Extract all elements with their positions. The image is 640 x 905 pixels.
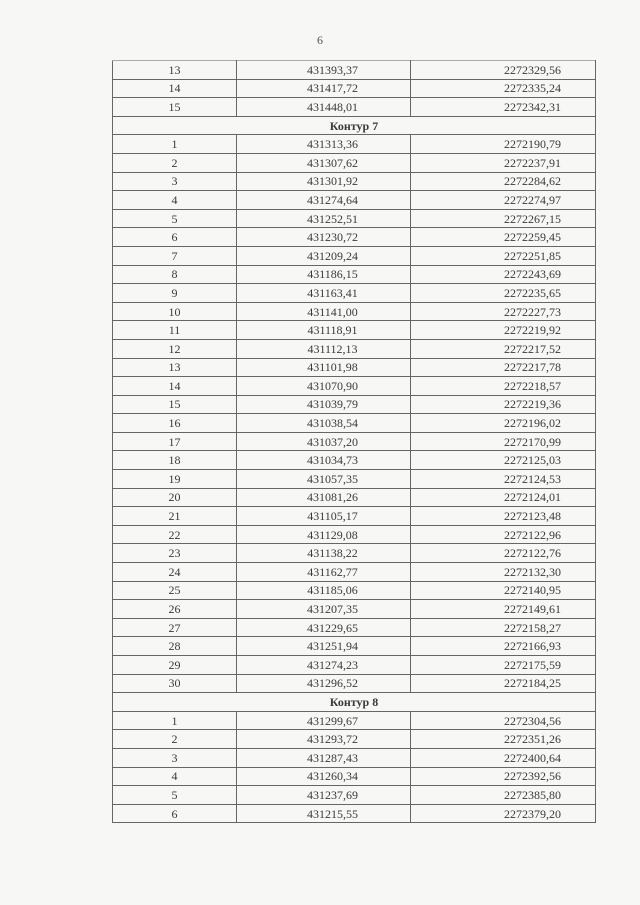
y-coordinate-cell: 2272140,95 xyxy=(411,581,596,600)
point-number-cell: 18 xyxy=(113,451,237,470)
point-number-cell: 4 xyxy=(113,767,237,786)
point-number-cell: 5 xyxy=(113,786,237,805)
point-number-cell: 17 xyxy=(113,432,237,451)
y-coordinate-cell: 2272329,56 xyxy=(411,61,596,80)
y-coordinate-cell: 2272235,65 xyxy=(411,284,596,303)
point-number-cell: 12 xyxy=(113,339,237,358)
point-number-cell: 30 xyxy=(113,674,237,693)
y-coordinate-cell: 2272379,20 xyxy=(411,804,596,823)
table-row xyxy=(113,563,596,582)
y-coordinate-cell: 2272124,53 xyxy=(411,470,596,489)
coordinates-table xyxy=(112,60,596,823)
table-row xyxy=(113,153,596,172)
y-coordinate-cell: 2272166,93 xyxy=(411,637,596,656)
table-row xyxy=(113,786,596,805)
x-coordinate-cell: 431162,77 xyxy=(237,563,411,582)
point-number-cell: 1 xyxy=(113,711,237,730)
y-coordinate-cell: 2272392,56 xyxy=(411,767,596,786)
x-coordinate-cell: 431448,01 xyxy=(237,98,411,117)
table-row xyxy=(113,507,596,526)
point-number-cell: 19 xyxy=(113,470,237,489)
table-row xyxy=(113,135,596,154)
x-coordinate-cell: 431251,94 xyxy=(237,637,411,656)
y-coordinate-cell: 2272149,61 xyxy=(411,600,596,619)
y-coordinate-cell: 2272227,73 xyxy=(411,302,596,321)
point-number-cell: 6 xyxy=(113,228,237,247)
x-coordinate-cell: 431141,00 xyxy=(237,302,411,321)
x-coordinate-cell: 431112,13 xyxy=(237,339,411,358)
x-coordinate-cell: 431393,37 xyxy=(237,61,411,80)
x-coordinate-cell: 431081,26 xyxy=(237,488,411,507)
table-row xyxy=(113,339,596,358)
table-row xyxy=(113,414,596,433)
y-coordinate-cell: 2272132,30 xyxy=(411,563,596,582)
point-number-cell: 21 xyxy=(113,507,237,526)
table-row xyxy=(113,674,596,693)
point-number-cell: 13 xyxy=(113,358,237,377)
x-coordinate-cell: 431229,65 xyxy=(237,618,411,637)
point-number-cell: 9 xyxy=(113,284,237,303)
y-coordinate-cell: 2272122,96 xyxy=(411,525,596,544)
point-number-cell: 29 xyxy=(113,656,237,675)
y-coordinate-cell: 2272237,91 xyxy=(411,153,596,172)
point-number-cell: 26 xyxy=(113,600,237,619)
point-number-cell: 10 xyxy=(113,302,237,321)
table-row xyxy=(113,321,596,340)
contour-title: Контур 8 xyxy=(113,693,596,712)
contour-header-row xyxy=(113,116,596,135)
point-number-cell: 24 xyxy=(113,563,237,582)
table-row xyxy=(113,656,596,675)
y-coordinate-cell: 2272251,85 xyxy=(411,246,596,265)
x-coordinate-cell: 431301,92 xyxy=(237,172,411,191)
x-coordinate-cell: 431313,36 xyxy=(237,135,411,154)
table-row xyxy=(113,265,596,284)
y-coordinate-cell: 2272267,15 xyxy=(411,209,596,228)
x-coordinate-cell: 431296,52 xyxy=(237,674,411,693)
table-row xyxy=(113,730,596,749)
point-number-cell: 23 xyxy=(113,544,237,563)
y-coordinate-cell: 2272219,92 xyxy=(411,321,596,340)
point-number-cell: 4 xyxy=(113,191,237,210)
x-coordinate-cell: 431185,06 xyxy=(237,581,411,600)
x-coordinate-cell: 431129,08 xyxy=(237,525,411,544)
x-coordinate-cell: 431252,51 xyxy=(237,209,411,228)
x-coordinate-cell: 431163,41 xyxy=(237,284,411,303)
table-row xyxy=(113,395,596,414)
point-number-cell: 3 xyxy=(113,748,237,767)
y-coordinate-cell: 2272196,02 xyxy=(411,414,596,433)
table-row xyxy=(113,432,596,451)
y-coordinate-cell: 2272304,56 xyxy=(411,711,596,730)
point-number-cell: 20 xyxy=(113,488,237,507)
point-number-cell: 27 xyxy=(113,618,237,637)
x-coordinate-cell: 431034,73 xyxy=(237,451,411,470)
y-coordinate-cell: 2272122,76 xyxy=(411,544,596,563)
point-number-cell: 15 xyxy=(113,98,237,117)
y-coordinate-cell: 2272123,48 xyxy=(411,507,596,526)
table-row xyxy=(113,525,596,544)
coordinates-table-body xyxy=(113,61,596,823)
x-coordinate-cell: 431215,55 xyxy=(237,804,411,823)
point-number-cell: 3 xyxy=(113,172,237,191)
point-number-cell: 14 xyxy=(113,377,237,396)
x-coordinate-cell: 431039,79 xyxy=(237,395,411,414)
x-coordinate-cell: 431207,35 xyxy=(237,600,411,619)
table-row xyxy=(113,377,596,396)
x-coordinate-cell: 431274,64 xyxy=(237,191,411,210)
point-number-cell: 2 xyxy=(113,153,237,172)
point-number-cell: 15 xyxy=(113,395,237,414)
table-row xyxy=(113,600,596,619)
x-coordinate-cell: 431230,72 xyxy=(237,228,411,247)
y-coordinate-cell: 2272342,31 xyxy=(411,98,596,117)
table-row xyxy=(113,804,596,823)
x-coordinate-cell: 431070,90 xyxy=(237,377,411,396)
point-number-cell: 22 xyxy=(113,525,237,544)
table-row xyxy=(113,98,596,117)
x-coordinate-cell: 431417,72 xyxy=(237,79,411,98)
x-coordinate-cell: 431101,98 xyxy=(237,358,411,377)
table-row xyxy=(113,637,596,656)
contour-title: Контур 7 xyxy=(113,116,596,135)
x-coordinate-cell: 431307,62 xyxy=(237,153,411,172)
y-coordinate-cell: 2272219,36 xyxy=(411,395,596,414)
table-row xyxy=(113,358,596,377)
point-number-cell: 25 xyxy=(113,581,237,600)
table-row xyxy=(113,581,596,600)
point-number-cell: 1 xyxy=(113,135,237,154)
point-number-cell: 5 xyxy=(113,209,237,228)
table-row xyxy=(113,172,596,191)
y-coordinate-cell: 2272400,64 xyxy=(411,748,596,767)
table-row xyxy=(113,284,596,303)
x-coordinate-cell: 431237,69 xyxy=(237,786,411,805)
y-coordinate-cell: 2272158,27 xyxy=(411,618,596,637)
x-coordinate-cell: 431186,15 xyxy=(237,265,411,284)
point-number-cell: 2 xyxy=(113,730,237,749)
table-row xyxy=(113,618,596,637)
y-coordinate-cell: 2272274,97 xyxy=(411,191,596,210)
table-row xyxy=(113,748,596,767)
x-coordinate-cell: 431038,54 xyxy=(237,414,411,433)
y-coordinate-cell: 2272190,79 xyxy=(411,135,596,154)
x-coordinate-cell: 431293,72 xyxy=(237,730,411,749)
point-number-cell: 6 xyxy=(113,804,237,823)
table-row xyxy=(113,711,596,730)
point-number-cell: 13 xyxy=(113,61,237,80)
y-coordinate-cell: 2272385,80 xyxy=(411,786,596,805)
x-coordinate-cell: 431057,35 xyxy=(237,470,411,489)
y-coordinate-cell: 2272217,78 xyxy=(411,358,596,377)
table-row xyxy=(113,61,596,80)
table-row xyxy=(113,544,596,563)
table-row xyxy=(113,191,596,210)
point-number-cell: 14 xyxy=(113,79,237,98)
y-coordinate-cell: 2272351,26 xyxy=(411,730,596,749)
point-number-cell: 16 xyxy=(113,414,237,433)
y-coordinate-cell: 2272284,62 xyxy=(411,172,596,191)
page-number: 6 xyxy=(317,33,323,47)
y-coordinate-cell: 2272125,03 xyxy=(411,451,596,470)
x-coordinate-cell: 431274,23 xyxy=(237,656,411,675)
point-number-cell: 7 xyxy=(113,246,237,265)
table-row xyxy=(113,488,596,507)
point-number-cell: 11 xyxy=(113,321,237,340)
x-coordinate-cell: 431209,24 xyxy=(237,246,411,265)
y-coordinate-cell: 2272184,25 xyxy=(411,674,596,693)
y-coordinate-cell: 2272218,57 xyxy=(411,377,596,396)
table-row xyxy=(113,451,596,470)
x-coordinate-cell: 431260,34 xyxy=(237,767,411,786)
x-coordinate-cell: 431037,20 xyxy=(237,432,411,451)
x-coordinate-cell: 431138,22 xyxy=(237,544,411,563)
y-coordinate-cell: 2272170,99 xyxy=(411,432,596,451)
table-row xyxy=(113,470,596,489)
point-number-cell: 28 xyxy=(113,637,237,656)
y-coordinate-cell: 2272175,59 xyxy=(411,656,596,675)
table-row xyxy=(113,228,596,247)
table-row xyxy=(113,302,596,321)
y-coordinate-cell: 2272124,01 xyxy=(411,488,596,507)
table-row xyxy=(113,79,596,98)
table-row xyxy=(113,767,596,786)
x-coordinate-cell: 431118,91 xyxy=(237,321,411,340)
y-coordinate-cell: 2272217,52 xyxy=(411,339,596,358)
contour-header-row xyxy=(113,693,596,712)
point-number-cell: 8 xyxy=(113,265,237,284)
x-coordinate-cell: 431299,67 xyxy=(237,711,411,730)
y-coordinate-cell: 2272243,69 xyxy=(411,265,596,284)
y-coordinate-cell: 2272335,24 xyxy=(411,79,596,98)
table-row xyxy=(113,209,596,228)
y-coordinate-cell: 2272259,45 xyxy=(411,228,596,247)
table-row xyxy=(113,246,596,265)
x-coordinate-cell: 431287,43 xyxy=(237,748,411,767)
x-coordinate-cell: 431105,17 xyxy=(237,507,411,526)
